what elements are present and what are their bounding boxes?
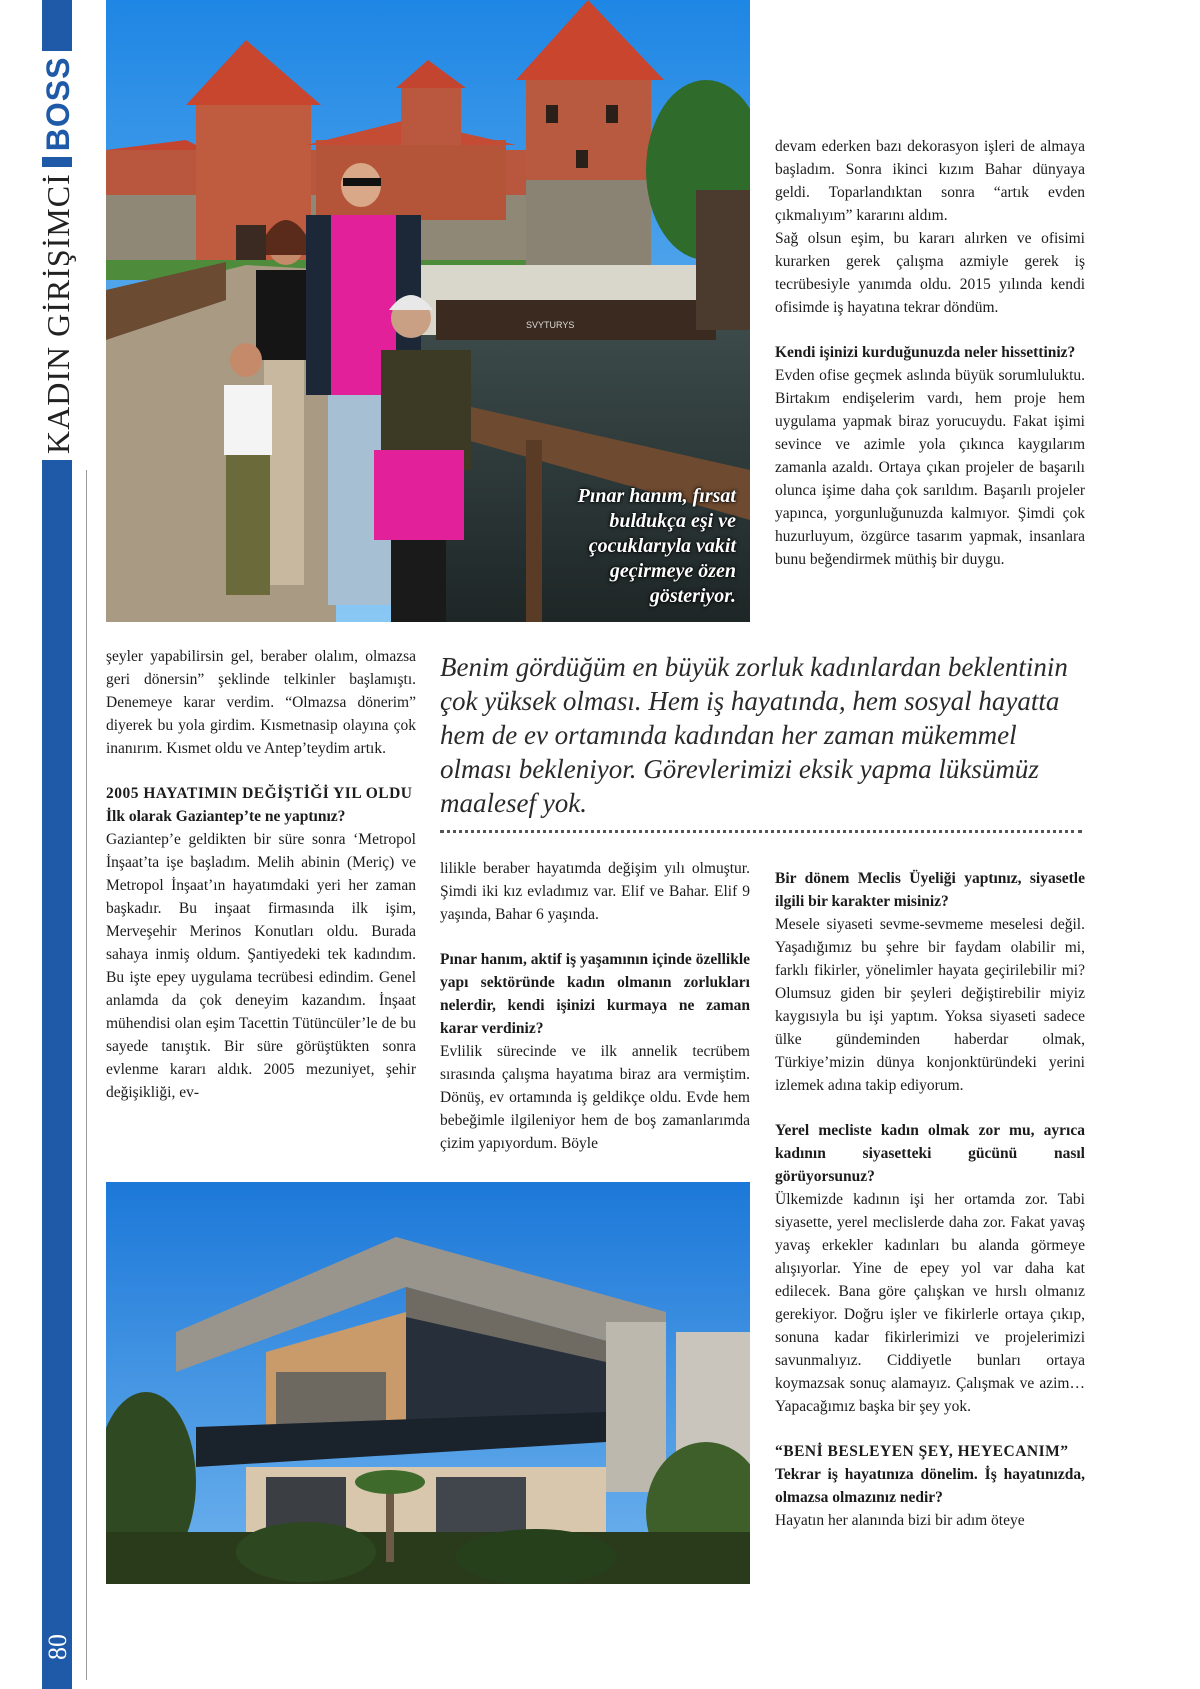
middle-column <box>440 857 750 1155</box>
right-bottom-column <box>775 867 1085 1532</box>
boat-text: SVYTURYS <box>526 320 575 330</box>
divider-line <box>86 470 87 1680</box>
family-photo <box>106 0 750 622</box>
paragraph: Ülkemizde kadının işi her ortamda zor. Tabi siyasette, yerel meclislerde daha zor. Fakat yavaş yavaş erkekler kadınları bu alanda görmeye alışıyorlar. Yine de epey yol var daha kat edilecek. Bana göre çalışkan ve hırslı olmanız gerekiyor. Doğru işler ve fikirlerle ortaya çıkıp, sonuna kadar fikirlerimizi ve projelerimizi savunmalıyız. Ciddiyetle bunları ortaya koymazsak sonuç alamayız. Çalışmak ve azim… Yapacağımız başka bir şey yok. <box>775 1191 1085 1415</box>
question-heading: Kendi işinizi kurduğunuzda neler hissettiniz? <box>775 344 1076 361</box>
house-illustration <box>106 1182 750 1584</box>
brand-logo: BOSS <box>40 51 77 158</box>
paragraph: şeyler yapabilirsin gel, beraber olalım, olmazsa geri dönersin” şeklinde telkinler başlamıştı. Denemeye karar verdim. “Olmazsa dönerim” diyerek bu yola girdim. Kısmetnasip olayına çok inanırım. Kısmet oldu ve Antep’teydim artık. <box>106 648 416 757</box>
paragraph: Sağ olsun eşim, bu kararı alırken ve ofisimi kurarken gerek çalışma azmiyle gerek iş tecrübesiyle yanımda oldu. 2015 yılında kendi ofisimde iş hayatına tekrar döndüm. <box>775 230 1085 316</box>
pull-quote: Benim gördüğüm en büyük zorluk kadınlardan beklentinin çok yüksek olması. Hem iş hayatında, hem sosyal hayatta hem de ev ortamında kadından her zaman mükemmel olması bekleniyor. Görevlerimizi eksik yapma lüksümüz maalesef yok. <box>440 652 1068 818</box>
spine-label <box>38 10 78 460</box>
question-heading: Bir dönem Meclis Üyeliği yaptınız, siyasetle ilgili bir karakter misiniz? <box>775 870 1085 910</box>
section-heading: “BENİ BESLEYEN ŞEY, HEYECANIM” <box>775 1443 1069 1460</box>
paragraph: Mesele siyaseti sevme-sevmeme meselesi değil. Yaşadığımız bu şehre bir faydam olabilir mi, farklı fikirler, yönelimler hayata geçirilebilir mi? Olumsuz giden bir şeyleri değiştirebilir miyiz kaygısıyla bu işi yaptım. Yoksa siyaseti sadece ülke gündeminden haberdar olmak, Türkiye’mizin dünya konjonktüründeki yerini izlemek adına takip ediyorum. <box>775 916 1085 1094</box>
paragraph: Gaziantep’e geldikten bir süre sonra ‘Metropol İnşaat’ta işe başladım. Melih abinin (Meriç) ve Metropol İnşaat’ın hayatımdaki yeri her zaman başkadır. Bu inşaat firmasında ilk işim, Merveşehir Merinos Konutları oldu. Burada sahaya inmiş oldum. Şantiyedeki tek kadındım. Bu işte epey uygulama tecrübesi edindim. Genel anlamda da çok deneyim kazandım. İnşaat mühendisi olan eşim Tacettin Tütüncüler’le de bu sayede tanıştık. Bir süre görüştükten sonra evlenme kararı aldık. 2005 mezuniyet, şehir değişikliği, ev- <box>106 831 416 1101</box>
paragraph: Hayatın her alanında bizi bir adım öteye <box>775 1512 1025 1529</box>
paragraph: lilikle beraber hayatımda değişim yılı olmuştur. Şimdi iki kız evladımız var. Elif ve Bahar. Elif 9 yaşında, Bahar 6 yaşında. <box>440 860 750 923</box>
house-photo <box>106 1182 750 1584</box>
question-heading: İlk olarak Gaziantep’te ne yaptınız? <box>106 808 346 825</box>
paragraph: Evden ofise geçmek aslında büyük sorumluluktu. Birtakım endişelerim vardı, hem proje hem uygulama yapmak biraz yorucuydu. Fakat işimi sevince ve azimle yola çıkınca kaygılarım zamanla azaldı. Ortaya çıkan projeler de başarılı olunca işime daha çok sarıldım. Başarılı projeler yapınca, yorgunluğunuzda kalmıyor. Şimdi çok huzurluyum, özgürce tasarım yapmak, insanlara bunu beğendirmek müthiş bir duygu. <box>775 367 1085 568</box>
photo-caption: Pınar hanım, fırsat buldukça eşi ve çocuklarıyla vakit geçirmeye özen gösteriyor. <box>577 485 736 607</box>
paragraph: Evlilik sürecinde ve ilk annelik tecrübem sırasında çalışma hayatıma biraz ara vermiştim. Dönüş, ev ortamında iş geldikçe oldu. Evde hem bebeğimle ilgileniyor hem de boş zamanlarımda çizim yapıyordum. Böyle <box>440 1043 750 1152</box>
question-heading: Pınar hanım, aktif iş yaşamının içinde özellikle yapı sektöründe kadın olmanın zorlukları nelerdir, kendi işinizi kurmaya ne zaman karar verdiniz? <box>440 951 750 1037</box>
paragraph: devam ederken bazı dekorasyon işleri de almaya başladım. Sonra ikinci kızım Bahar dünyaya geldi. Toparlandıktan sonra “artık evden çıkmalıyım” kararını aldım. <box>775 138 1085 224</box>
section-title: KADIN GİRİŞİMCİ <box>40 167 77 460</box>
dotted-divider <box>440 830 1082 833</box>
left-column <box>106 645 416 1104</box>
section-heading: 2005 HAYATIMIN DEĞİŞTİĞİ YIL OLDU <box>106 785 413 802</box>
right-top-column <box>775 135 1085 571</box>
question-heading: Yerel mecliste kadın olmak zor mu, ayrıca kadının siyasetteki gücünü nasıl görüyorsunuz? <box>775 1122 1085 1185</box>
page-number: 80 <box>43 1634 72 1660</box>
question-heading: Tekrar iş hayatınıza dönelim. İş hayatınızda, olmazsa olmazınız nedir? <box>775 1466 1085 1506</box>
